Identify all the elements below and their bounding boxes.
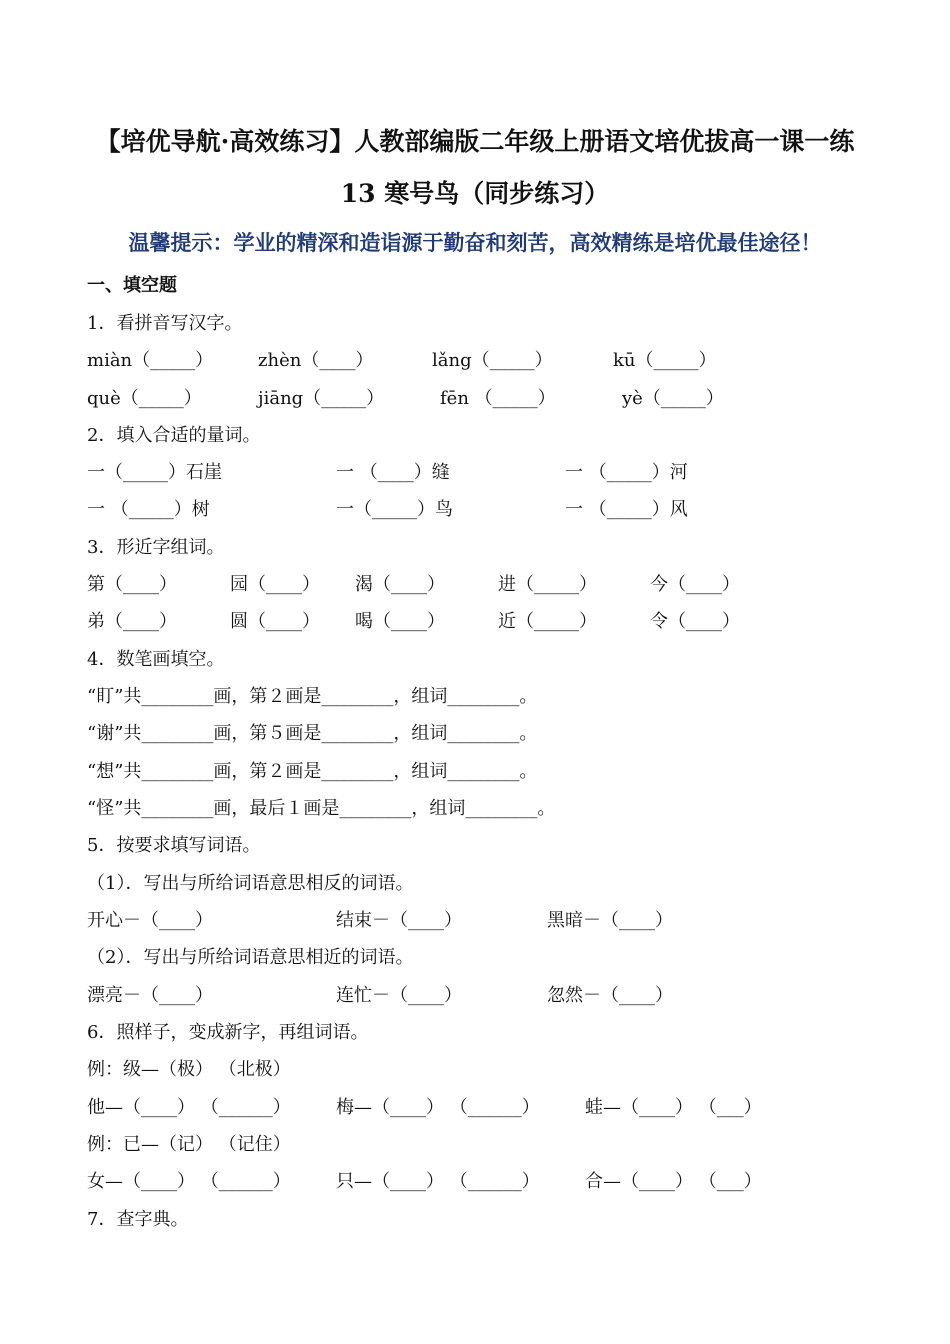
question-3-title: 3．形近字组词。 <box>87 537 225 558</box>
pinyin-item: miàn（_____） <box>87 350 214 371</box>
similar-char-item: 圆（____） <box>230 611 320 632</box>
stroke-count-line: “怪”共________画，最后１画是________，组词________。 <box>87 798 556 819</box>
pinyin-item: jiāng（_____） <box>258 388 385 409</box>
similar-char-item: 园（____） <box>230 574 320 595</box>
pinyin-item: kū（_____） <box>613 350 717 371</box>
similar-char-item: 近（_____） <box>498 611 597 632</box>
measure-word-item: 一 （_____）树 <box>87 499 210 520</box>
antonym-item: 黑暗－（____） <box>547 910 673 931</box>
section-heading: 一、填空题 <box>87 275 177 296</box>
question-7-title: 7．查字典。 <box>87 1209 189 1230</box>
synonym-item: 漂亮－（____） <box>87 985 213 1006</box>
similar-char-item: 喝（____） <box>355 611 445 632</box>
antonym-item: 结束－（____） <box>336 910 462 931</box>
sub-question-1: （1）．写出与所给词语意思相反的词语。 <box>87 873 414 894</box>
new-char-item: 他—（____） （______） <box>87 1097 291 1118</box>
new-char-item: 梅—（____） （______） <box>336 1097 540 1118</box>
example-line: 例：级—（极） （北极） <box>87 1059 291 1080</box>
measure-word-item: 一 （____）缝 <box>336 462 450 483</box>
tip-banner: 温馨提示：学业的精深和造诣源于勤奋和刻苦，高效精练是培优最佳途径！ <box>128 230 822 255</box>
question-1-title: 1．看拼音写汉字。 <box>87 313 243 334</box>
stroke-count-line: “想”共________画，第２画是________，组词________。 <box>87 761 538 782</box>
synonym-item: 忽然－（____） <box>547 985 673 1006</box>
question-4-title: 4．数笔画填空。 <box>87 649 225 670</box>
stroke-count-line: “谢”共________画，第５画是________，组词________。 <box>87 723 538 744</box>
similar-char-item: 第（____） <box>87 574 177 595</box>
example-line: 例：已—（记） （记住） <box>87 1134 291 1155</box>
similar-char-item: 今（____） <box>650 574 740 595</box>
new-char-item: 合—（____） （___） <box>585 1171 762 1192</box>
measure-word-item: 一（_____）石崖 <box>87 462 222 483</box>
measure-word-item: 一（_____）鸟 <box>336 499 453 520</box>
question-5-title: 5．按要求填写词语。 <box>87 835 261 856</box>
pinyin-item: lǎng（_____） <box>432 350 553 371</box>
new-char-item: 只—（____） （______） <box>336 1171 540 1192</box>
question-6-title: 6．照样子，变成新字，再组词语。 <box>87 1022 369 1043</box>
similar-char-item: 渴（____） <box>355 574 445 595</box>
sub-question-2: （2）．写出与所给词语意思相近的词语。 <box>87 947 414 968</box>
page-title: 【培优导航·高效练习】人教部编版二年级上册语文培优拔高一课一练 <box>95 127 855 156</box>
stroke-count-line: “盯”共________画，第２画是________，组词________。 <box>87 686 538 707</box>
similar-char-item: 令（____） <box>650 611 740 632</box>
pinyin-item: zhèn（____） <box>258 350 374 371</box>
pinyin-item: fēn （_____） <box>440 388 556 409</box>
new-char-item: 蛙—（____） （___） <box>585 1097 762 1118</box>
measure-word-item: 一 （_____）风 <box>565 499 688 520</box>
pinyin-item: yè（_____） <box>622 388 724 409</box>
pinyin-item: què（_____） <box>87 388 202 409</box>
question-2-title: 2．填入合适的量词。 <box>87 425 261 446</box>
measure-word-item: 一 （_____）河 <box>565 462 688 483</box>
similar-char-item: 进（_____） <box>498 574 597 595</box>
similar-char-item: 弟（____） <box>87 611 177 632</box>
new-char-item: 女—（____） （______） <box>87 1171 291 1192</box>
lesson-title: 13 寒号鸟（同步练习） <box>340 179 610 208</box>
antonym-item: 开心－（____） <box>87 910 213 931</box>
synonym-item: 连忙－（____） <box>336 985 462 1006</box>
